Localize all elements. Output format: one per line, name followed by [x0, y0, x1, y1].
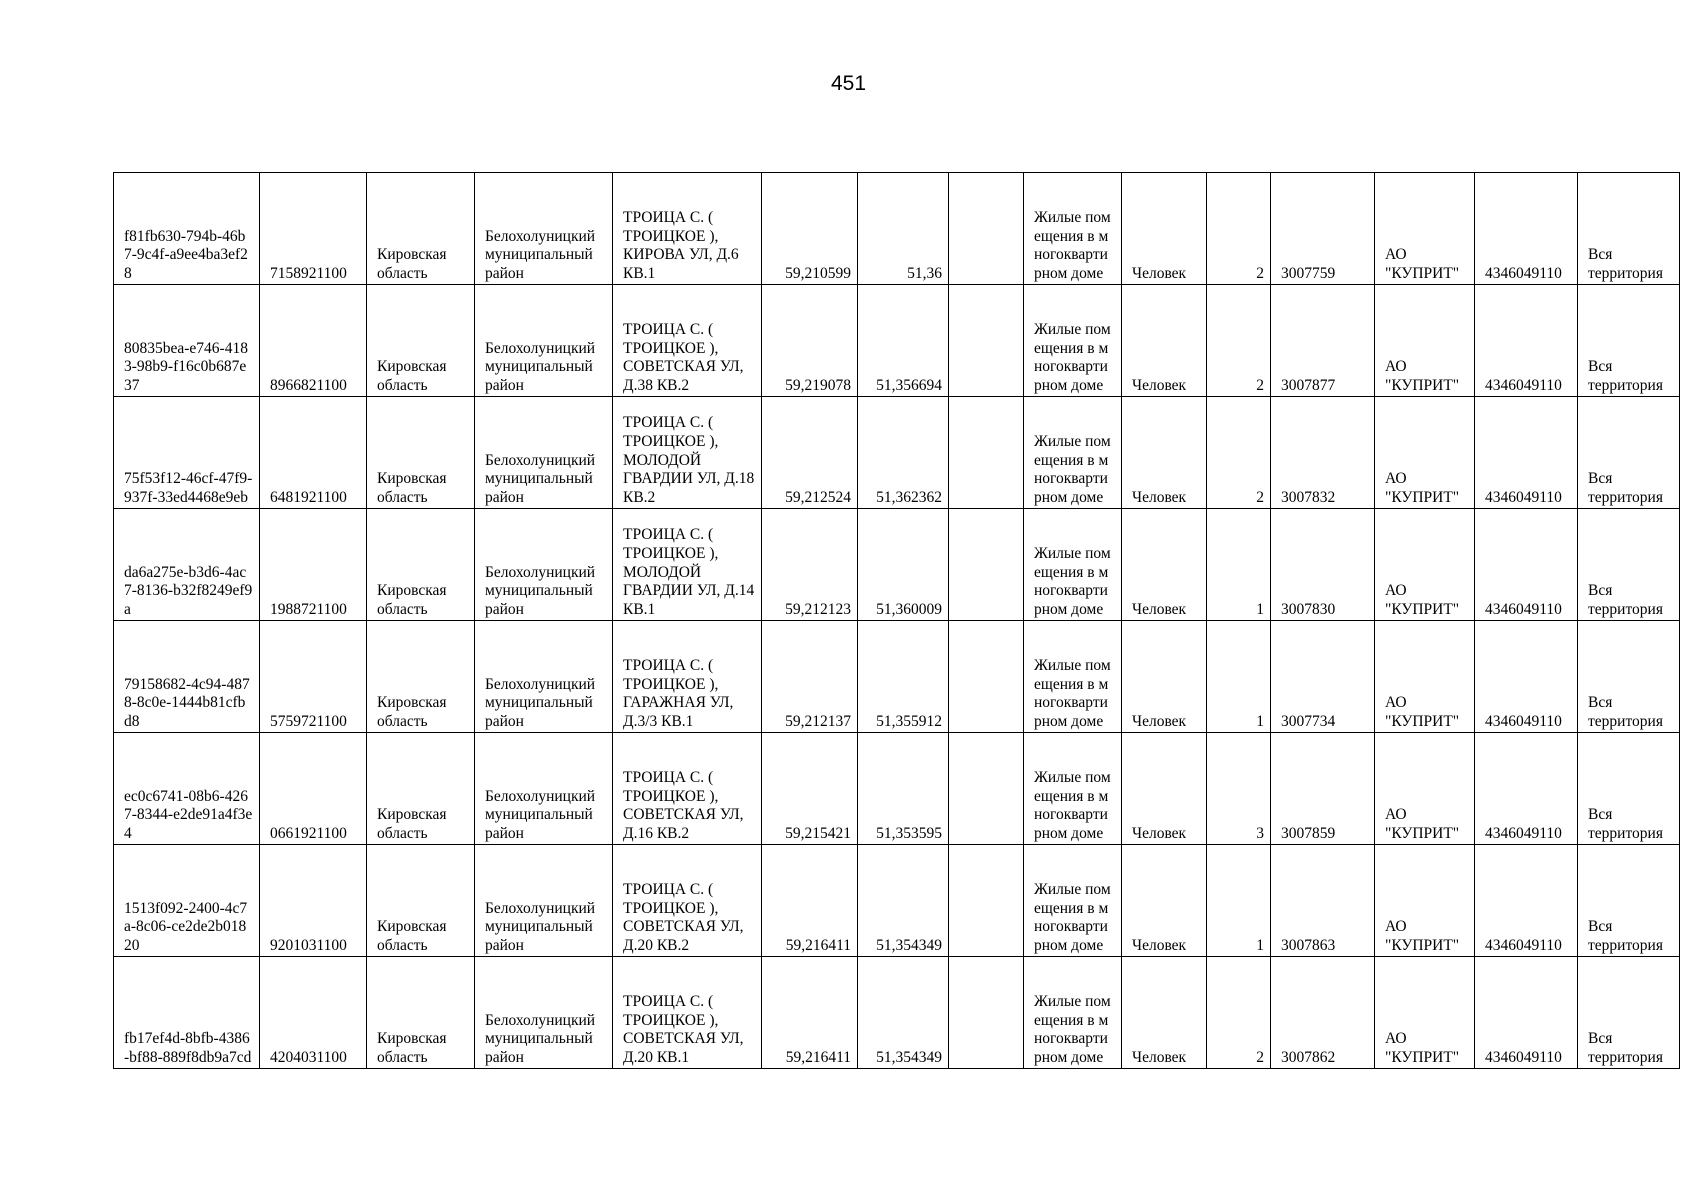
- account-cell: 3007877: [1271, 285, 1375, 397]
- unit-cell: Человек: [1122, 957, 1207, 1069]
- region-cell: Кировская область: [367, 285, 475, 397]
- territory-cell: Вся территория: [1578, 397, 1680, 509]
- latitude-cell: 59,215421: [762, 733, 858, 845]
- count-cell: 2: [1207, 397, 1271, 509]
- code-cell: 8966821100: [260, 285, 367, 397]
- account-cell: 3007859: [1271, 733, 1375, 845]
- account-cell: 3007759: [1271, 173, 1375, 285]
- latitude-cell: 59,216411: [762, 845, 858, 957]
- premises-type-cell: Жилые помещения в многоквартирном доме: [1024, 621, 1122, 733]
- district-cell: Белохолуницкий муниципальный район: [475, 509, 613, 621]
- table-row: [114, 733, 1680, 845]
- territory-cell: Вся территория: [1578, 285, 1680, 397]
- account-cell: 3007832: [1271, 397, 1375, 509]
- latitude-cell: 59,210599: [762, 173, 858, 285]
- count-cell: 1: [1207, 845, 1271, 957]
- address-cell: ТРОИЦА С. ( ТРОИЦКОЕ ), КИРОВА УЛ, Д.6 КВ.1: [613, 173, 762, 285]
- longitude-cell: 51,353595: [858, 733, 949, 845]
- unit-cell: Человек: [1122, 733, 1207, 845]
- unit-cell: Человек: [1122, 509, 1207, 621]
- guid-cell: 75f53f12-46cf-47f9-937f-33ed4468e9eb: [114, 397, 260, 509]
- inn-cell: 4346049110: [1475, 621, 1578, 733]
- code-cell: 5759721100: [260, 621, 367, 733]
- empty-cell: [949, 509, 1024, 621]
- longitude-cell: 51,355912: [858, 621, 949, 733]
- address-cell: ТРОИЦА С. ( ТРОИЦКОЕ ), СОВЕТСКАЯ УЛ, Д.16 КВ.2: [613, 733, 762, 845]
- longitude-cell: 51,354349: [858, 845, 949, 957]
- district-cell: Белохолуницкий муниципальный район: [475, 733, 613, 845]
- longitude-cell: 51,36: [858, 173, 949, 285]
- region-cell: Кировская область: [367, 733, 475, 845]
- count-cell: 2: [1207, 173, 1271, 285]
- inn-cell: 4346049110: [1475, 957, 1578, 1069]
- premises-type-cell: Жилые помещения в многоквартирном доме: [1024, 173, 1122, 285]
- latitude-cell: 59,212123: [762, 509, 858, 621]
- district-cell: Белохолуницкий муниципальный район: [475, 397, 613, 509]
- territory-cell: Вся территория: [1578, 957, 1680, 1069]
- address-cell: ТРОИЦА С. ( ТРОИЦКОЕ ), СОВЕТСКАЯ УЛ, Д.20 КВ.2: [613, 845, 762, 957]
- organization-cell: АО "КУПРИТ": [1375, 733, 1475, 845]
- latitude-cell: 59,212524: [762, 397, 858, 509]
- premises-type-cell: Жилые помещения в многоквартирном доме: [1024, 397, 1122, 509]
- district-cell: Белохолуницкий муниципальный район: [475, 621, 613, 733]
- territory-cell: Вся территория: [1578, 733, 1680, 845]
- inn-cell: 4346049110: [1475, 733, 1578, 845]
- guid-cell: da6a275e-b3d6-4ac7-8136-b32f8249ef9a: [114, 509, 260, 621]
- inn-cell: 4346049110: [1475, 845, 1578, 957]
- region-cell: Кировская область: [367, 957, 475, 1069]
- guid-cell: ec0c6741-08b6-4267-8344-e2de91a4f3e4: [114, 733, 260, 845]
- inn-cell: 4346049110: [1475, 397, 1578, 509]
- unit-cell: Человек: [1122, 173, 1207, 285]
- code-cell: 7158921100: [260, 173, 367, 285]
- empty-cell: [949, 733, 1024, 845]
- region-cell: Кировская область: [367, 621, 475, 733]
- latitude-cell: 59,219078: [762, 285, 858, 397]
- count-cell: 1: [1207, 621, 1271, 733]
- table-row: [114, 173, 1680, 285]
- unit-cell: Человек: [1122, 285, 1207, 397]
- region-cell: Кировская область: [367, 509, 475, 621]
- count-cell: 3: [1207, 733, 1271, 845]
- code-cell: 6481921100: [260, 397, 367, 509]
- account-cell: 3007734: [1271, 621, 1375, 733]
- guid-cell: 79158682-4c94-4878-8c0e-1444b81cfbd8: [114, 621, 260, 733]
- guid-cell: fb17ef4d-8bfb-4386-bf88-889f8db9a7cd: [114, 957, 260, 1069]
- address-cell: ТРОИЦА С. ( ТРОИЦКОЕ ), СОВЕТСКАЯ УЛ, Д.38 КВ.2: [613, 285, 762, 397]
- empty-cell: [949, 845, 1024, 957]
- table-row: [114, 397, 1680, 509]
- account-cell: 3007830: [1271, 509, 1375, 621]
- code-cell: 9201031100: [260, 845, 367, 957]
- empty-cell: [949, 285, 1024, 397]
- empty-cell: [949, 957, 1024, 1069]
- page-number: 451: [830, 72, 867, 95]
- premises-type-cell: Жилые помещения в многоквартирном доме: [1024, 509, 1122, 621]
- territory-cell: Вся территория: [1578, 509, 1680, 621]
- latitude-cell: 59,216411: [762, 957, 858, 1069]
- premises-type-cell: Жилые помещения в многоквартирном доме: [1024, 845, 1122, 957]
- code-cell: 4204031100: [260, 957, 367, 1069]
- premises-type-cell: Жилые помещения в многоквартирном доме: [1024, 957, 1122, 1069]
- organization-cell: АО "КУПРИТ": [1375, 621, 1475, 733]
- guid-cell: f81fb630-794b-46b7-9c4f-a9ee4ba3ef28: [114, 173, 260, 285]
- register-table: [113, 172, 1680, 1069]
- district-cell: Белохолуницкий муниципальный район: [475, 957, 613, 1069]
- table-row: [114, 845, 1680, 957]
- territory-cell: Вся территория: [1578, 173, 1680, 285]
- unit-cell: Человек: [1122, 621, 1207, 733]
- count-cell: 2: [1207, 957, 1271, 1069]
- table-row: [114, 285, 1680, 397]
- empty-cell: [949, 173, 1024, 285]
- territory-cell: Вся территория: [1578, 621, 1680, 733]
- latitude-cell: 59,212137: [762, 621, 858, 733]
- organization-cell: АО "КУПРИТ": [1375, 173, 1475, 285]
- organization-cell: АО "КУПРИТ": [1375, 285, 1475, 397]
- district-cell: Белохолуницкий муниципальный район: [475, 173, 613, 285]
- region-cell: Кировская область: [367, 173, 475, 285]
- address-cell: ТРОИЦА С. ( ТРОИЦКОЕ ), МОЛОДОЙ ГВАРДИИ УЛ, Д.14 КВ.1: [613, 509, 762, 621]
- table-row: [114, 509, 1680, 621]
- longitude-cell: 51,354349: [858, 957, 949, 1069]
- inn-cell: 4346049110: [1475, 509, 1578, 621]
- guid-cell: 1513f092-2400-4c7a-8c06-ce2de2b01820: [114, 845, 260, 957]
- table-row: [114, 957, 1680, 1069]
- longitude-cell: 51,362362: [858, 397, 949, 509]
- count-cell: 2: [1207, 285, 1271, 397]
- territory-cell: Вся территория: [1578, 845, 1680, 957]
- unit-cell: Человек: [1122, 845, 1207, 957]
- address-cell: ТРОИЦА С. ( ТРОИЦКОЕ ), МОЛОДОЙ ГВАРДИИ УЛ, Д.18 КВ.2: [613, 397, 762, 509]
- unit-cell: Человек: [1122, 397, 1207, 509]
- guid-cell: 80835bea-e746-4183-98b9-f16c0b687e37: [114, 285, 260, 397]
- count-cell: 1: [1207, 509, 1271, 621]
- district-cell: Белохолуницкий муниципальный район: [475, 845, 613, 957]
- code-cell: 1988721100: [260, 509, 367, 621]
- premises-type-cell: Жилые помещения в многоквартирном доме: [1024, 733, 1122, 845]
- inn-cell: 4346049110: [1475, 285, 1578, 397]
- account-cell: 3007862: [1271, 957, 1375, 1069]
- premises-type-cell: Жилые помещения в многоквартирном доме: [1024, 285, 1122, 397]
- table-row: [114, 621, 1680, 733]
- organization-cell: АО "КУПРИТ": [1375, 845, 1475, 957]
- region-cell: Кировская область: [367, 845, 475, 957]
- organization-cell: АО "КУПРИТ": [1375, 397, 1475, 509]
- organization-cell: АО "КУПРИТ": [1375, 509, 1475, 621]
- code-cell: 0661921100: [260, 733, 367, 845]
- inn-cell: 4346049110: [1475, 173, 1578, 285]
- account-cell: 3007863: [1271, 845, 1375, 957]
- table-body: [114, 173, 1680, 1069]
- longitude-cell: 51,360009: [858, 509, 949, 621]
- address-cell: ТРОИЦА С. ( ТРОИЦКОЕ ), СОВЕТСКАЯ УЛ, Д.20 КВ.1: [613, 957, 762, 1069]
- empty-cell: [949, 621, 1024, 733]
- longitude-cell: 51,356694: [858, 285, 949, 397]
- address-cell: ТРОИЦА С. ( ТРОИЦКОЕ ), ГАРАЖНАЯ УЛ, Д.3/3 КВ.1: [613, 621, 762, 733]
- region-cell: Кировская область: [367, 397, 475, 509]
- organization-cell: АО "КУПРИТ": [1375, 957, 1475, 1069]
- empty-cell: [949, 397, 1024, 509]
- district-cell: Белохолуницкий муниципальный район: [475, 285, 613, 397]
